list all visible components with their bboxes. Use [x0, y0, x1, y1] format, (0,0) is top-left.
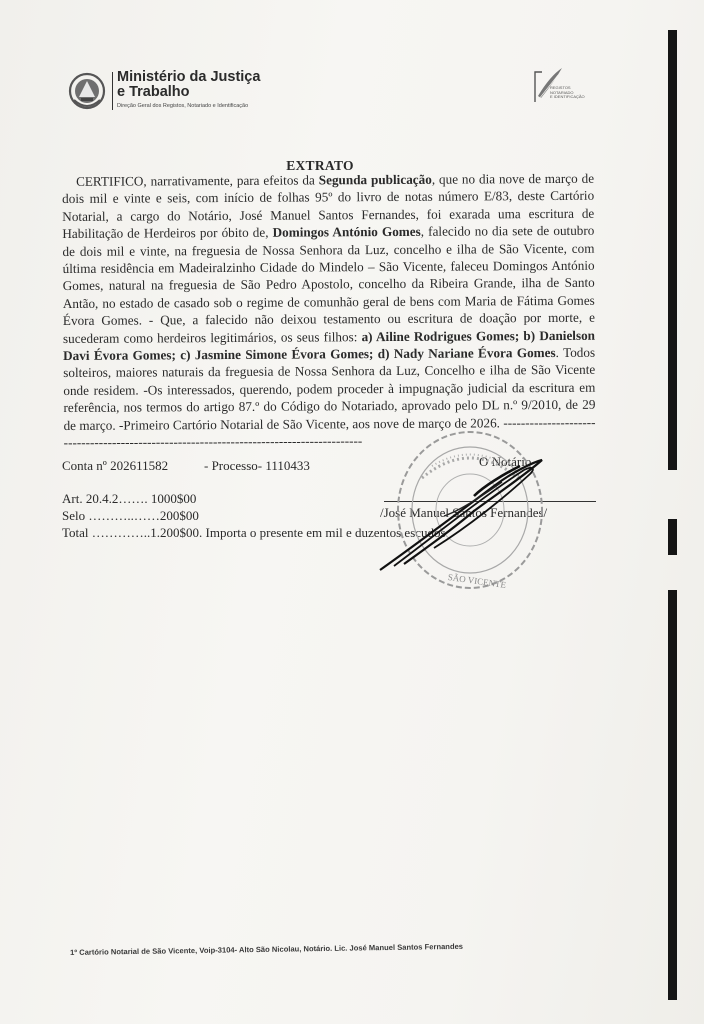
handwritten-signature	[374, 456, 550, 574]
ministry-logo	[68, 70, 268, 116]
ministry-subtitle: Direção Geral dos Registos, Notariado e Identificação	[117, 103, 249, 109]
notary-name: /José Manuel Santos Fernandes/	[380, 505, 548, 520]
coat-of-arms-icon	[68, 72, 106, 110]
logo-divider	[112, 72, 113, 110]
body-segment: . Todos solteiros, maiores naturais da freguesia de Nossa Senhora da Luz, Concelho e ilha de São Vicente onde residem. -Os interessados, querendo, podem proceder à impugnação judicial da escritura em referência, nos termos do artigo 87.º do Código do Notariado, aprovado pelo DL n.º 9/2010, de 29 de março. -Primeiro Cartório Notarial de São Vicente, aos nove de março de 2026. -----------------------------------------------------------------------------------------	[63, 344, 596, 451]
body-segment: CERTIFICO, narrativamente, para efeitos da	[76, 172, 319, 189]
certificate-paragraph	[62, 170, 596, 452]
deceased-name: Domingos António Gomes	[272, 224, 421, 240]
process-number: - Processo- 1110433	[204, 458, 310, 473]
page-edge-mark	[668, 30, 677, 470]
logo-text-line: REGISTOS	[550, 85, 571, 90]
notary-label: O Notário	[479, 454, 532, 469]
fee-line: Selo ………..……200$00	[62, 508, 199, 523]
document-title: EXTRATO	[286, 158, 354, 173]
body-segment: , que no dia nove de março de dois mil e vinte e seis, com início de folhas 95º do livro de notas número E/83, deste Cartório Notarial, a cargo do Notário, José Manuel Santos Fernandes, foi exarada uma escritura de Habilitação de Herdeiros por óbito de,	[62, 170, 595, 242]
fee-line: Art. 20.4.2……. 1000$00	[62, 491, 197, 506]
ministry-name: Ministério da Justiça e Trabalho	[117, 69, 261, 100]
body-segment: , falecido no dia sete de outubro de dois mil e vinte, na freguesia de Nossa Senhora da Luz, concelho e ilha de São Vicente, com última residência em Madeiralzinho Cidade do Mindelo – São Vicente, faleceu Domingos António Gomes, natural na freguesia de São Pedro Apostolo, concelho da Ribeira Grande, ilha de Santo Antão, no estado de casado sob o regime de comunhão geral de bens com Maria de Fátima Gomes Évora Gomes. - Que, a falecido não deixou testamento ou escritura de doação por morte, e sucederam como herdeiros legitimários, os seus filhos:	[62, 222, 595, 346]
certificate-body	[62, 170, 596, 452]
page-edge-mark	[668, 590, 677, 1000]
page-footer: 1º Cartório Notarial de São Vicente, Voip-3104- Alto São Nicolau, Notário. Lic. José Manuel Santos Fernandes	[70, 941, 464, 957]
heirs-list: a) Ailine Rodrigues Gomes; b) Danielson Davi Évora Gomes; c) Jasmine Simone Évora Gomes; d) Nady Nariane Évora Gomes	[63, 327, 596, 364]
account-number: Conta nº 202611582	[62, 458, 169, 473]
fee-total-line: Total …………..1.200$00. Importa o presente em mil e duzentos escudos	[62, 525, 446, 540]
body-segment-bold: Segunda publicação	[318, 171, 432, 188]
logo-text-line: NOTARIADO	[550, 89, 574, 95]
seal-text: SÃO VICENTE	[447, 571, 507, 591]
registos-logo	[532, 66, 602, 110]
page-edge-mark	[668, 519, 677, 555]
registos-logo-text	[550, 86, 602, 100]
logo-text-line: E IDENTIFICAÇÃO	[550, 94, 585, 99]
